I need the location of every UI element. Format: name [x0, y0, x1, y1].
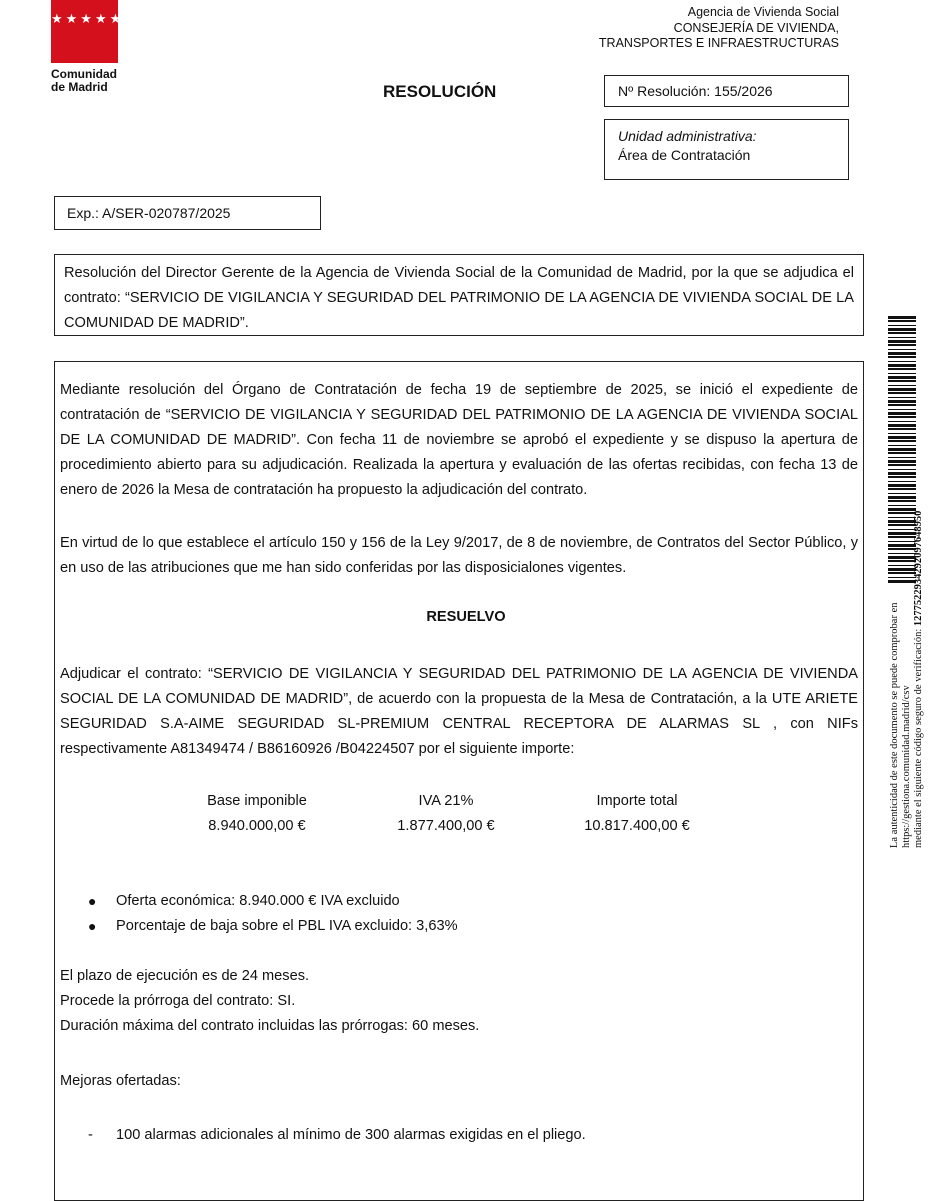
barcode-bar	[888, 400, 916, 403]
barcode-bar	[888, 565, 916, 566]
barcode-bar	[888, 568, 916, 571]
barcode-bar	[888, 553, 916, 554]
verification-barcode	[888, 316, 916, 586]
bullet-dot: ●	[88, 918, 97, 934]
barcode-bar	[888, 385, 916, 386]
verification-line-2: https://gestiona.comunidad.madrid/csv	[901, 685, 912, 848]
barcode-bar	[888, 469, 916, 470]
barcode-bar	[888, 320, 916, 322]
barcode-bar	[888, 500, 916, 502]
barcode-bar	[888, 328, 916, 331]
barcode-bar	[888, 368, 916, 370]
barcode-bar	[888, 532, 916, 535]
file-number-box	[54, 196, 321, 230]
base-label: Base imponible	[207, 793, 307, 809]
resolution-number: 155/2026	[714, 83, 773, 99]
barcode-bar	[888, 397, 916, 398]
barcode-bar	[888, 376, 916, 379]
barcode-bar	[888, 484, 916, 487]
summary-box: Resolución del Director Gerente de la Agencia de Vivienda Social de la Comunidad de Madrid, por la que se adjudica el contrato: “SERVICIO DE VIGILANCIA Y SEGURIDAD DEL PATRIMONIO DE LA AGENCIA DE VIVIENDA SOCIAL DE LA COMUNIDAD DE MADRID”.	[54, 254, 864, 336]
barcode-bar	[888, 349, 916, 350]
barcode-bar	[888, 361, 916, 362]
department-line-1: CONSEJERÍA DE VIVIENDA,	[673, 20, 839, 35]
department-line-2: TRANSPORTES E INFRAESTRUCTURAS	[598, 36, 839, 50]
barcode-bar	[888, 572, 916, 574]
agency-header	[599, 5, 839, 52]
body-paragraph-2: En virtud de lo que establece el artículo 150 y 156 de la Ley 9/2017, de 8 de noviembre, de Contratos del Sector Público, y en uso de las atribuciones que me han sido conferidas por las disposicialones vigentes.	[60, 535, 858, 576]
total-value: 10.817.400,00 €	[584, 818, 690, 834]
barcode-bar	[888, 457, 916, 458]
iva-amount	[370, 789, 522, 839]
barcode-bar	[888, 416, 916, 418]
logo-line-1: Comunidad	[51, 67, 117, 81]
barcode-bar	[888, 440, 916, 442]
barcode-bar	[888, 325, 916, 326]
barcode-bar	[888, 428, 916, 430]
barcode-bar	[888, 373, 916, 374]
barcode-bar	[888, 452, 916, 454]
verification-label: mediante el siguiente código seguro de verificación:	[913, 628, 924, 848]
barcode-bar	[888, 481, 916, 482]
barcode-bar	[888, 433, 916, 434]
barcode-bar	[888, 529, 916, 530]
barcode-bar	[888, 541, 916, 542]
csv-code: 1277522934292097648950	[913, 510, 924, 627]
barcode-bar	[888, 388, 916, 391]
barcode-bar	[888, 544, 916, 547]
barcode-bar	[888, 512, 916, 514]
bullet-dot: ●	[88, 893, 97, 909]
logo-text	[51, 68, 117, 94]
improvements-label: Mejoras ofertadas:	[60, 1073, 181, 1089]
barcode-bar	[888, 332, 916, 334]
barcode-bar	[888, 508, 916, 511]
barcode-bar	[888, 493, 916, 494]
verification-line-1: La autenticidad de este documento se puede comprobar en	[889, 602, 900, 848]
logo-flag	[51, 0, 154, 63]
barcode-bar	[888, 404, 916, 406]
body-paragraph-3: Adjudicar el contrato: “SERVICIO DE VIGILANCIA Y SEGURIDAD DEL PATRIMONIO DE LA AGENCIA DE VIVIENDA SOCIAL DE LA COMUNIDAD DE MADRID”, de acuerdo con la propuesta de la Mesa de Contratación, a la UTE ARIETE SEGURIDAD S.A-AIME SEGURIDAD SL-PREMIUM CENTRAL RECEPTORA DE ALARMAS SL , con NIFs respectivamente A81349474 / B86160926 /B04224507 por el siguiente importe:	[60, 666, 858, 757]
file-label: Exp.:	[67, 205, 99, 221]
barcode-bar	[888, 560, 916, 562]
resolution-label: Nº Resolución:	[618, 83, 711, 99]
improvement-item: 100 alarmas adicionales al mínimo de 300 alarmas exigidas en el pliego.	[116, 1127, 586, 1143]
logo-stars: ★★★★★★★	[51, 12, 154, 27]
max-duration-line: Duración máxima del contrato incluidas las prórrogas: 60 meses.	[60, 1018, 480, 1034]
barcode-bar	[888, 464, 916, 466]
verification-line-3	[913, 511, 925, 848]
unit-value: Área de Contratación	[618, 147, 751, 163]
barcode-bar	[888, 340, 916, 343]
barcode-bar	[888, 460, 916, 463]
improvement-dash: -	[88, 1127, 93, 1143]
barcode-bar	[888, 488, 916, 490]
barcode-bar	[888, 436, 916, 439]
barcode-bar	[888, 356, 916, 358]
barcode-bar	[888, 548, 916, 550]
barcode-bar	[888, 364, 916, 367]
barcode-bar	[888, 424, 916, 427]
barcode-bar	[888, 344, 916, 346]
unit-box	[604, 119, 849, 180]
barcode-bar	[888, 409, 916, 410]
barcode-bar	[888, 505, 916, 506]
agency-name: Agencia de Vivienda Social	[687, 5, 839, 19]
logo-line-2: de Madrid	[51, 80, 108, 94]
barcode-bar	[888, 316, 916, 319]
total-amount	[556, 789, 718, 839]
barcode-bar	[888, 380, 916, 382]
document-title: RESOLUCIÓN	[383, 82, 497, 101]
barcode-bar	[888, 445, 916, 446]
barcode-bar	[888, 392, 916, 394]
base-value: 8.940.000,00 €	[208, 818, 306, 834]
base-amount	[181, 789, 333, 839]
resolution-number-box	[604, 75, 849, 107]
extension-line: Procede la prórroga del contrato: SI.	[60, 993, 296, 1009]
barcode-bar	[888, 448, 916, 451]
iva-value: 1.877.400,00 €	[397, 818, 495, 834]
unit-label: Unidad administrativa:	[618, 128, 757, 144]
bullet-item: Porcentaje de baja sobre el PBL IVA excluido: 3,63%	[116, 918, 458, 934]
barcode-bar	[888, 580, 916, 583]
barcode-bar	[888, 520, 916, 523]
barcode-bar	[888, 577, 916, 578]
barcode-bar	[888, 421, 916, 422]
bullet-item: Oferta económica: 8.940.000 € IVA excluido	[116, 893, 400, 909]
barcode-bar	[888, 476, 916, 478]
body-paragraph-1: Mediante resolución del Órgano de Contratación de fecha 19 de septiembre de 2025, se inició el expediente de contratación de “SERVICIO DE VIGILANCIA Y SEGURIDAD DEL PATRIMONIO DE LA AGENCIA DE VIVIENDA SOCIAL DE LA COMUNIDAD DE MADRID”. Con fecha 11 de noviembre se aprobó el expediente y se dispuso la apertura de procedimiento abierto para su adjudicación. Realizada la apertura y evaluación de las ofertas recibidas, con fecha 13 de enero de 2026 la Mesa de contratación ha propuesto la adjudicación del contrato.	[60, 382, 858, 498]
resuelvo-heading: RESUELVO	[426, 609, 506, 625]
total-label: Importe total	[596, 793, 678, 809]
barcode-bar	[888, 352, 916, 355]
barcode-bar	[888, 472, 916, 475]
barcode-bar	[888, 524, 916, 526]
barcode-bar	[888, 337, 916, 338]
barcode-bar	[888, 536, 916, 538]
barcode-bar	[888, 496, 916, 499]
barcode-bar	[888, 556, 916, 559]
barcode-bar	[888, 517, 916, 518]
execution-term: El plazo de ejecución es de 24 meses.	[60, 968, 310, 984]
file-number: A/SER-020787/2025	[102, 205, 231, 221]
iva-label: IVA 21%	[418, 793, 474, 809]
barcode-bar	[888, 412, 916, 415]
